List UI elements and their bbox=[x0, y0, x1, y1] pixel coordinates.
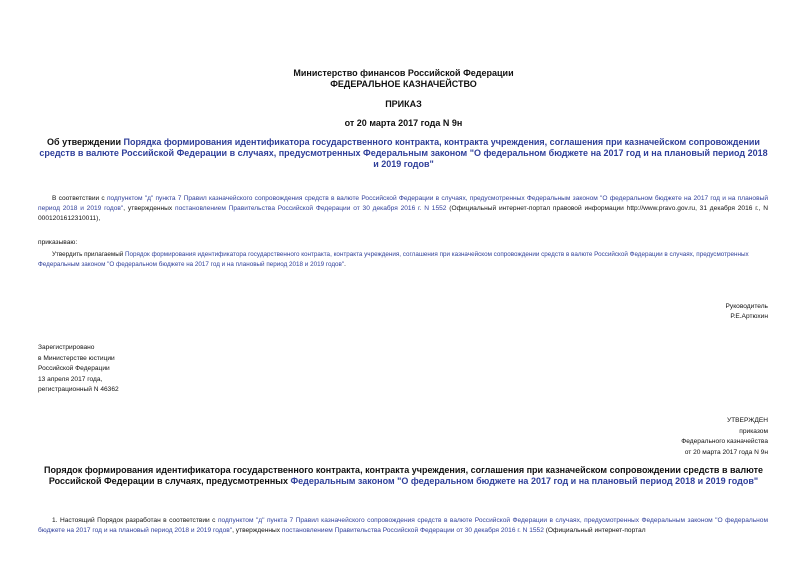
agency-name: ФЕДЕРАЛЬНОЕ КАЗНАЧЕЙСТВО bbox=[330, 79, 477, 89]
item-1-text-mid: , утвержденных bbox=[232, 527, 282, 534]
registration-line4: 13 апреля 2017 года, bbox=[38, 376, 103, 383]
preamble-text-start: В соответствии с bbox=[52, 195, 107, 202]
item-1-rules-link[interactable]: подпунктом "д" пункта 7 Правил казначейского сопровождения средств в валюте Российской Федерации в случаях, предусмотренных Федеральным законом "О федеральном бюджете на 2017 год и на плановый период 2018 и 2019 годов" bbox=[38, 517, 768, 534]
preamble-paragraph bbox=[38, 194, 768, 224]
item-1-resolution-link[interactable]: постановлением Правительства Российской Федерации от 30 декабря 2016 г. N 1552 bbox=[281, 527, 544, 534]
approve-text-start: Утвердить прилагаемый bbox=[52, 251, 126, 258]
doc-date-number: от 20 марта 2017 года N 9н bbox=[344, 118, 463, 128]
rules-link[interactable]: подпунктом "д" пункта 7 Правил казначейского сопровождения средств в валюте Российской Федерации в случаях, предусмотренных Федеральным законом "О федеральном бюджете на 2017 год и на плановый период 2018 и 2019 годов" bbox=[38, 195, 768, 212]
approve-text-end: . bbox=[344, 261, 346, 268]
preamble-text-end: (Официальный интернет-портал правовой информации http://www.pravo.gov.ru, 31 декабря 2016 г., N 0001201612310011), bbox=[38, 205, 768, 222]
order-title-prefix: Об утверждении bbox=[47, 137, 124, 147]
signature-position: Руководитель bbox=[725, 303, 768, 310]
doc-type: ПРИКАЗ bbox=[385, 99, 422, 109]
signature-name: Р.Е.Артюхин bbox=[730, 313, 768, 320]
resolution-link[interactable]: постановлением Правительства Российской Федерации от 30 декабря 2016 г. N 1552 bbox=[175, 205, 447, 212]
federal-law-link[interactable]: Федеральным законом "О федеральном бюджете на 2017 год и на плановый период 2018 и 2019 годов" bbox=[290, 476, 759, 486]
item-1-text-end: (Официальный интернет-портал bbox=[543, 527, 646, 534]
procedure-title-text: Порядок формирования идентификатора государственного контракта, контракта учреждения, соглашения при казначейском сопровождении средств в валюте Российской Федерации в случаях, предусмотренных bbox=[43, 465, 764, 486]
procedure-link[interactable]: Порядок формирования идентификатора государственного контракта, контракта учреждения, соглашения при казначейском сопровождении средств в валюте Российской Федерации в случаях, предусмотренных Федеральным законом "О федеральном бюджете на 2017 год и на плановый период 2018 и 2019 годов" bbox=[38, 251, 749, 268]
ministry-name: Министерство финансов Российской Федерации bbox=[293, 68, 514, 78]
order-word: приказываю: bbox=[38, 239, 78, 246]
approval-line4: от 20 марта 2017 года N 9н bbox=[684, 449, 768, 456]
registration-line3: Российской Федерации bbox=[38, 365, 110, 372]
approve-paragraph bbox=[38, 250, 768, 270]
order-title-link[interactable]: Порядка формирования идентификатора государственного контракта, контракта учреждения, соглашения при казначейском сопровождении средств в валюте Российской Федерации в случаях, предусмотренных Федеральным законом "О федеральном бюджете на 2017 год и на плановый период 2018 и 2019 годов" bbox=[39, 137, 768, 169]
procedure-title bbox=[36, 465, 771, 487]
approval-line1: УТВЕРЖДЕН bbox=[726, 417, 768, 424]
approval-line2: приказом bbox=[739, 428, 768, 435]
registration-line5: регистрационный N 46362 bbox=[38, 386, 119, 393]
order-title bbox=[36, 137, 771, 170]
item-1-paragraph bbox=[38, 516, 768, 538]
approval-line3: Федерального казначейства bbox=[681, 438, 768, 445]
preamble-text-mid: , утвержденных bbox=[123, 205, 175, 212]
item-1-text-start: 1. Настоящий Порядок разработан в соответствии с bbox=[52, 517, 218, 524]
registration-line1: Зарегистрировано bbox=[38, 344, 95, 351]
registration-line2: в Министерстве юстиции bbox=[38, 355, 115, 362]
